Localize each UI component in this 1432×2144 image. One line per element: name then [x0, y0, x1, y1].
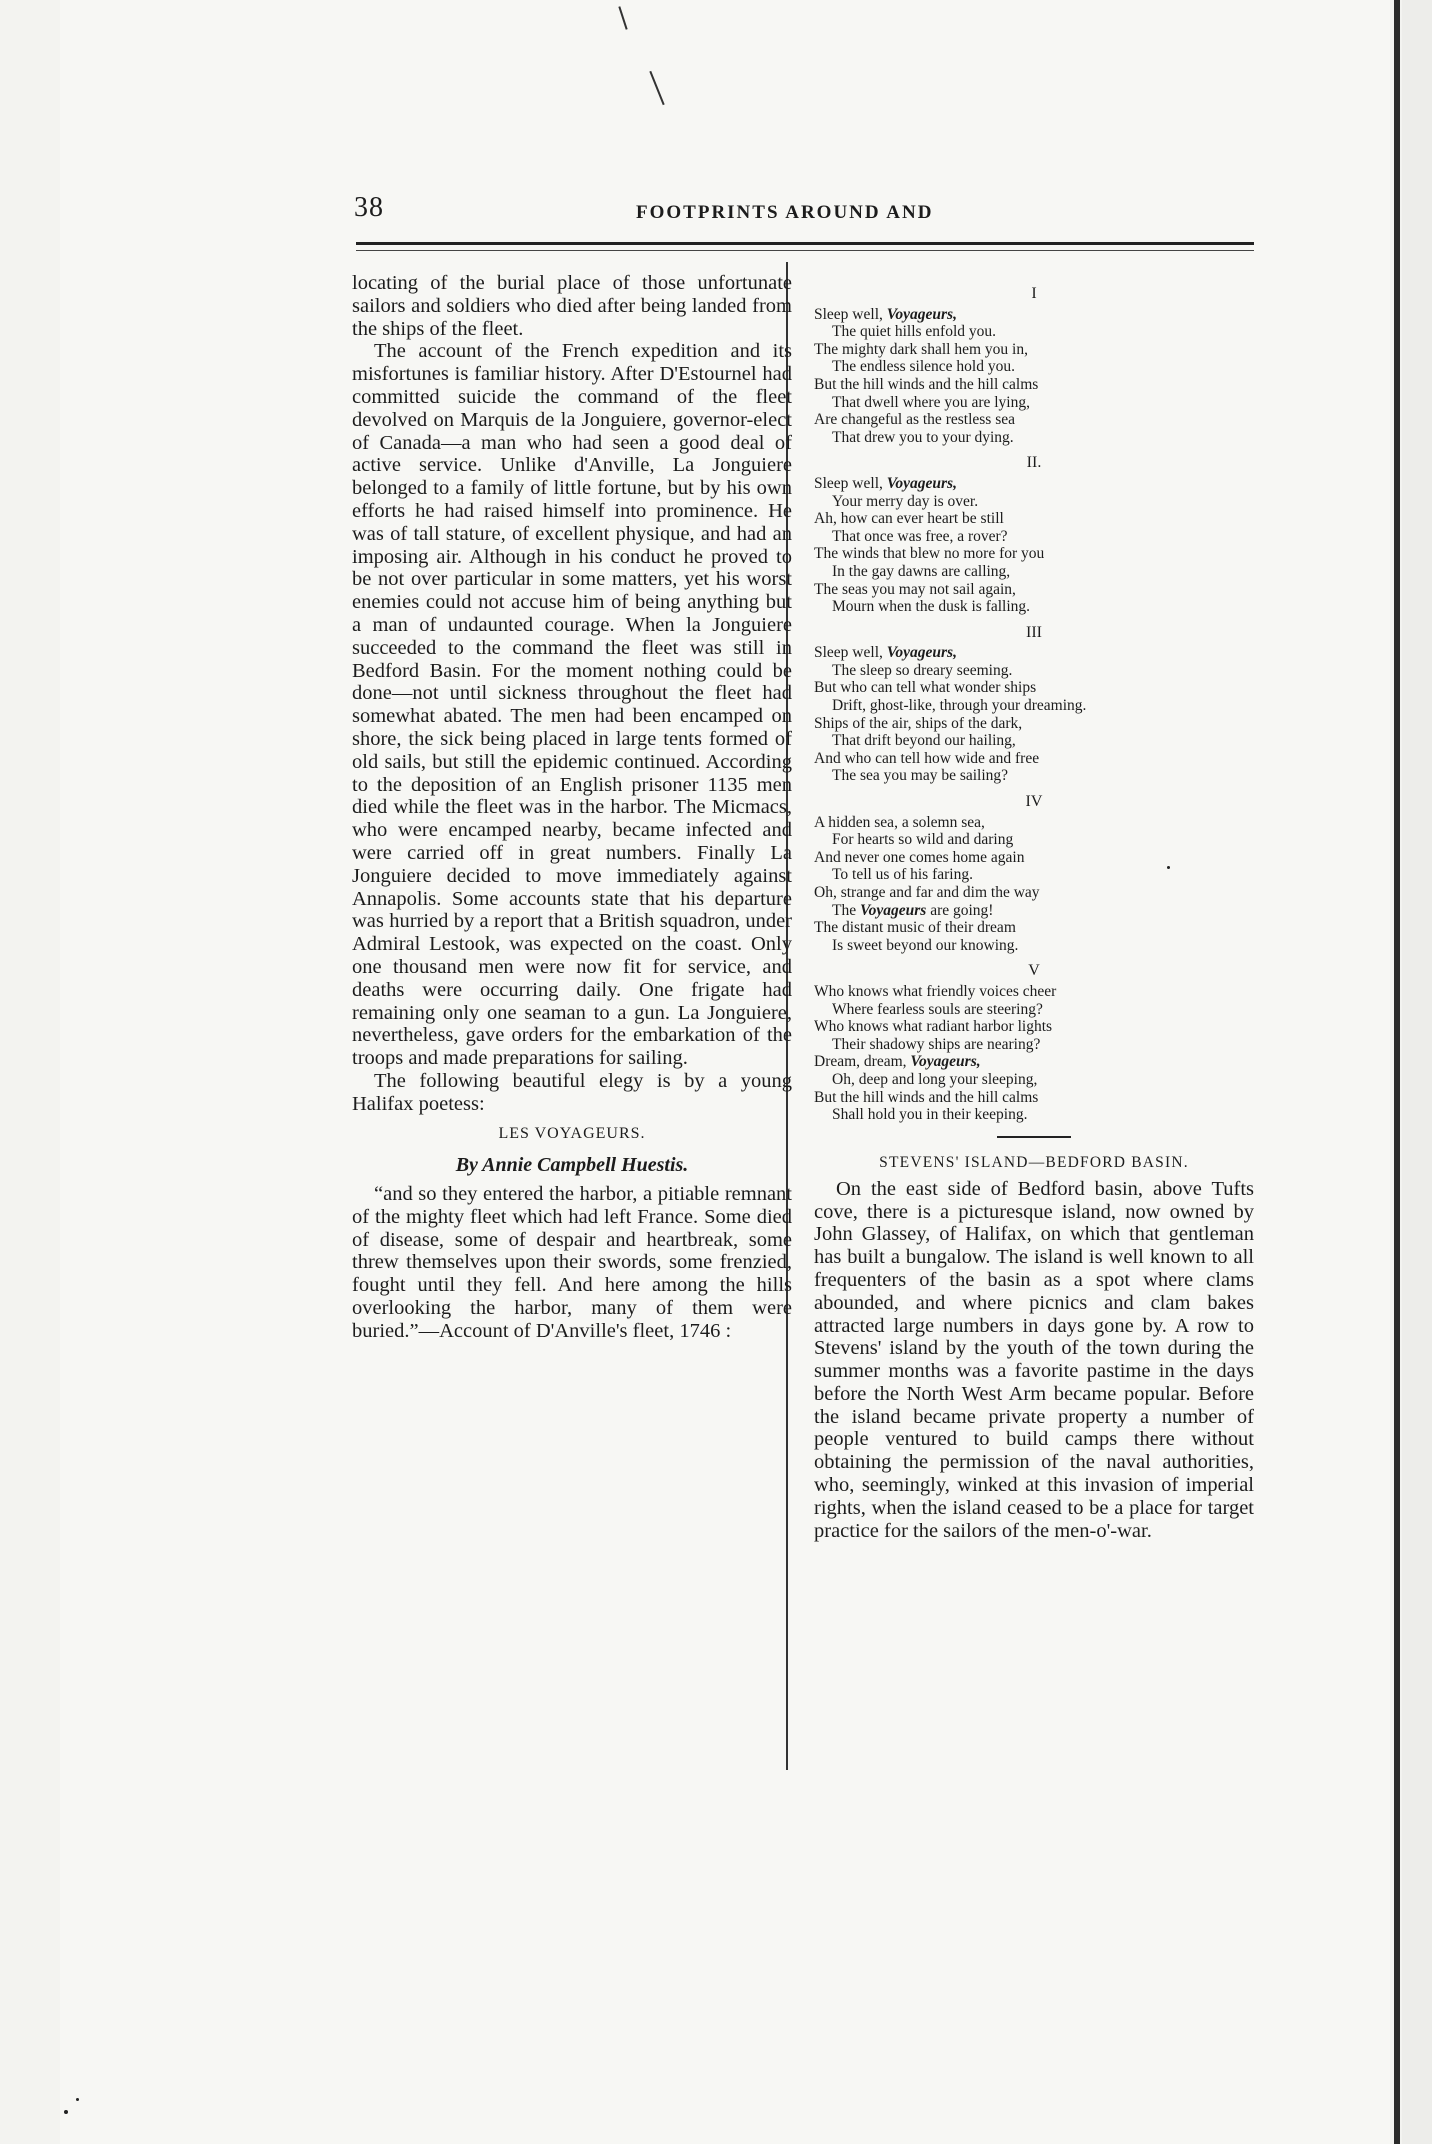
poem-line: [814, 1053, 1254, 1071]
scan-speck: [76, 2098, 79, 2101]
poem-line: [814, 732, 1254, 750]
poem-line-text: Sleep well,: [814, 305, 887, 323]
poem-line-text: Your merry day is over.: [832, 492, 979, 510]
poem-title: LES VOYAGEURS.: [498, 1125, 646, 1143]
poem-line-text: The mighty dark shall hem you in,: [814, 340, 1028, 358]
left-column: [352, 272, 792, 1343]
scan-speck: [64, 2110, 68, 2114]
poem-line: [814, 306, 1254, 324]
poem-line-text: In the gay dawns are calling,: [832, 562, 1011, 580]
poem-line-text: The seas you may not sail again,: [814, 580, 1016, 598]
poem-line: [814, 376, 1254, 394]
facing-page-edge: [1402, 0, 1432, 2144]
poem-line: [814, 715, 1254, 733]
running-head: FOOTPRINTS AROUND AND: [636, 202, 934, 223]
poem-line-text: That drew you to your dying.: [832, 428, 1014, 446]
poem-line: [814, 563, 1254, 581]
poem-line: [814, 545, 1254, 563]
poem-line: [814, 884, 1254, 902]
section-separator: [997, 1136, 1071, 1138]
poem-line-text: are going!: [926, 901, 994, 919]
poem-line-emphasis: Voyageurs,: [886, 644, 957, 662]
paragraph: The following beautiful elegy is by a young Halifax poetess:: [352, 1069, 792, 1115]
poem-line: [814, 902, 1254, 920]
header-rule: [356, 242, 1254, 245]
poem-line-text: That dwell where you are lying,: [832, 393, 1030, 411]
poem-author: By Annie Campbell Huestis.: [455, 1154, 689, 1177]
poem-line-text: The winds that blew no more for you: [814, 545, 1045, 563]
poem-line-text: To tell us of his faring.: [832, 866, 973, 884]
page-number: 38: [354, 192, 384, 223]
poem-line-text: Sleep well,: [814, 474, 887, 492]
poem-line-text: The sleep so dreary seeming.: [832, 661, 1013, 679]
poem-line: [814, 341, 1254, 359]
paragraph: On the east side of Bedford basin, above Tufts cove, there is a picturesque island, now owned by John Glassey, of Halifax, on which that gentleman has built a bungalow. The island is well known to all frequenters of the basin as a spot where clams abounded, and where picnics and clam bakes attracted large numbers in days gone by. A row to Stevens' island by the youth of the town during the summer months was a favorite pastime in the days before the North West Arm became popular. Before the island became private property a number of people ventured to build camps there without obtaining the permission of the naval authorities, who, seemingly, winked at this invasion of imperial rights, when the island ceased to be a place for target practice for the sailors of the men-o'-war.: [814, 1177, 1254, 1542]
poem-line-text: The endless silence hold you.: [832, 358, 1015, 376]
epigraph: “and so they entered the harbor, a pitiable remnant of the mighty fleet which had left France. Some died of disease, some of despair and heartbreak, some threw themselves upon their swords, some frenzied, fought until they fell. And here among the hills overlooking the harbor, many of them were buried.”—Account of D'Anville's fleet, 1746 :: [352, 1183, 792, 1342]
poem-line: [814, 849, 1254, 867]
poem-line-text: Their shadowy ships are nearing?: [832, 1035, 1041, 1053]
poem-line-text: The distant music of their dream: [814, 919, 1016, 937]
poem-line: [814, 831, 1254, 849]
poem-line-text: The sea you may be sailing?: [832, 767, 1009, 785]
stanza-number: I: [1031, 285, 1037, 302]
poem-line: [814, 983, 1254, 1001]
poem-line: [814, 662, 1254, 680]
poem-line-text: But the hill winds and the hill calms: [814, 1088, 1039, 1106]
poem-line-text: Oh, strange and far and dim the way: [814, 884, 1040, 901]
poem-line-text: Mourn when the dusk is falling.: [832, 598, 1031, 616]
poem-line-text: The: [832, 901, 860, 919]
section-title: STEVENS' ISLAND—BEDFORD BASIN.: [879, 1153, 1189, 1171]
poem-line: [814, 493, 1254, 511]
poem-line-text: Dream, dream,: [814, 1053, 911, 1071]
poem-line: [814, 644, 1254, 662]
poem-line: [814, 1089, 1254, 1107]
poem-line: [814, 1001, 1254, 1019]
poem-line: [814, 697, 1254, 715]
poem-line: [814, 1018, 1254, 1036]
poem-line-emphasis: Voyageurs,: [886, 474, 957, 492]
poem-line: [814, 323, 1254, 341]
poem-line-text: Sleep well,: [814, 644, 887, 662]
poem-line: [814, 1036, 1254, 1054]
poem-line-text: Oh, deep and long your sleeping,: [832, 1070, 1038, 1088]
poem-line-text: Drift, ghost-like, through your dreaming.: [832, 697, 1087, 715]
poem-line: [814, 937, 1254, 955]
poem-line: [814, 528, 1254, 546]
poem-line: [814, 750, 1254, 768]
poem-line: [814, 475, 1254, 493]
stanza-number: II.: [1026, 454, 1042, 472]
stanza-number: V: [1028, 962, 1040, 980]
poem-line: [814, 358, 1254, 376]
poem-line-text: But the hill winds and the hill calms: [814, 375, 1039, 393]
poem-line: [814, 1071, 1254, 1089]
stanza-number: III: [1026, 623, 1042, 641]
poem-line-text: Shall hold you in their keeping.: [832, 1106, 1028, 1124]
poem-line: [814, 814, 1254, 832]
poem-line-text: Are changeful as the restless sea: [814, 411, 1015, 429]
poem-line: [814, 919, 1254, 937]
poem-line-text: Where fearless souls are steering?: [832, 1000, 1043, 1018]
poem-line: [814, 429, 1254, 447]
scan-speck: [1167, 866, 1170, 869]
header-rule-thin: [356, 250, 1254, 251]
poem-line-emphasis: Voyageurs: [859, 901, 927, 919]
page-gutter-edge: [1394, 0, 1400, 2144]
poem: [814, 285, 1254, 1124]
poem-line-text: Who knows what friendly voices cheer: [814, 982, 1057, 1000]
right-column: [814, 277, 1254, 1542]
poem-line-text: And never one comes home again: [814, 848, 1025, 866]
paragraph: locating of the burial place of those unfortunate sailors and soldiers who died after being landed from the ships of the fleet.: [352, 272, 792, 340]
poem-line-text: Is sweet beyond our knowing.: [832, 936, 1019, 954]
poem-line: [814, 581, 1254, 599]
poem-line: [814, 411, 1254, 429]
poem-line-text: Ah, how can ever heart be still: [814, 510, 1004, 528]
poem-line: [814, 1106, 1254, 1124]
poem-line-text: That drift beyond our hailing,: [832, 732, 1016, 750]
poem-line: [814, 394, 1254, 412]
poem-line-text: But who can tell what wonder ships: [814, 679, 1037, 697]
poem-line-text: That once was free, a rover?: [832, 527, 1008, 545]
poem-line-text: A hidden sea, a solemn sea,: [814, 813, 985, 831]
poem-line: [814, 767, 1254, 785]
poem-line-text: And who can tell how wide and free: [814, 749, 1040, 767]
poem-line-text: Who knows what radiant harbor lights: [814, 1018, 1053, 1036]
paragraph: The account of the French expedition and its misfortunes is familiar history. After D'Estournel had committed suicide the command of the fleet devolved on Marquis de la Jonguiere, governor-elect of Canada—a man who had seen a good deal of active service. Unlike d'Anville, La Jonguiere belonged to a family of little fortune, but by his own efforts he had raised himself into prominence. He was of tall stature, of excellent physique, and had an imposing air. Although in his conduct he proved to be not over particular in some matters, yet his worst enemies could not accuse him of being anything but a man of undaunted courage. When la Jonguiere succeeded to the command the fleet was still in Bedford Basin. For the moment nothing could be done—not until sickness throughout the fleet had somewhat abated. The men had been encamped on shore, the sick being placed in large tents formed of old sails, but still the epidemic continued. According to the deposition of an English prisoner 1135 men died while the fleet was in the harbor. The Micmacs, who were encamped nearby, became infected and were carried off in great numbers. Finally La Jonguiere decided to move immediately against Annapolis. Some accounts state that his departure was hurried by a report that a British squadron, under Admiral Lestook, was expected on the coast. Only one thousand men were now fit for service, and deaths were occurring daily. One frigate had remaining only one seaman to a gun. La Jonguiere, nevertheless, gave orders for the embarkation of the troops and made preparations for sailing.: [352, 340, 792, 1070]
poem-line-text: Ships of the air, ships of the dark,: [814, 714, 1023, 732]
poem-line: [814, 598, 1254, 616]
poem-line: [814, 510, 1254, 528]
poem-line: [814, 866, 1254, 884]
stanza-number: IV: [1025, 793, 1043, 811]
poem-line-text: For hearts so wild and daring: [832, 831, 1014, 849]
poem-line-emphasis: Voyageurs,: [886, 305, 957, 323]
poem-line-text: The quiet hills enfold you.: [832, 323, 997, 341]
poem-line-emphasis: Voyageurs,: [910, 1053, 981, 1071]
poem-line: [814, 679, 1254, 697]
